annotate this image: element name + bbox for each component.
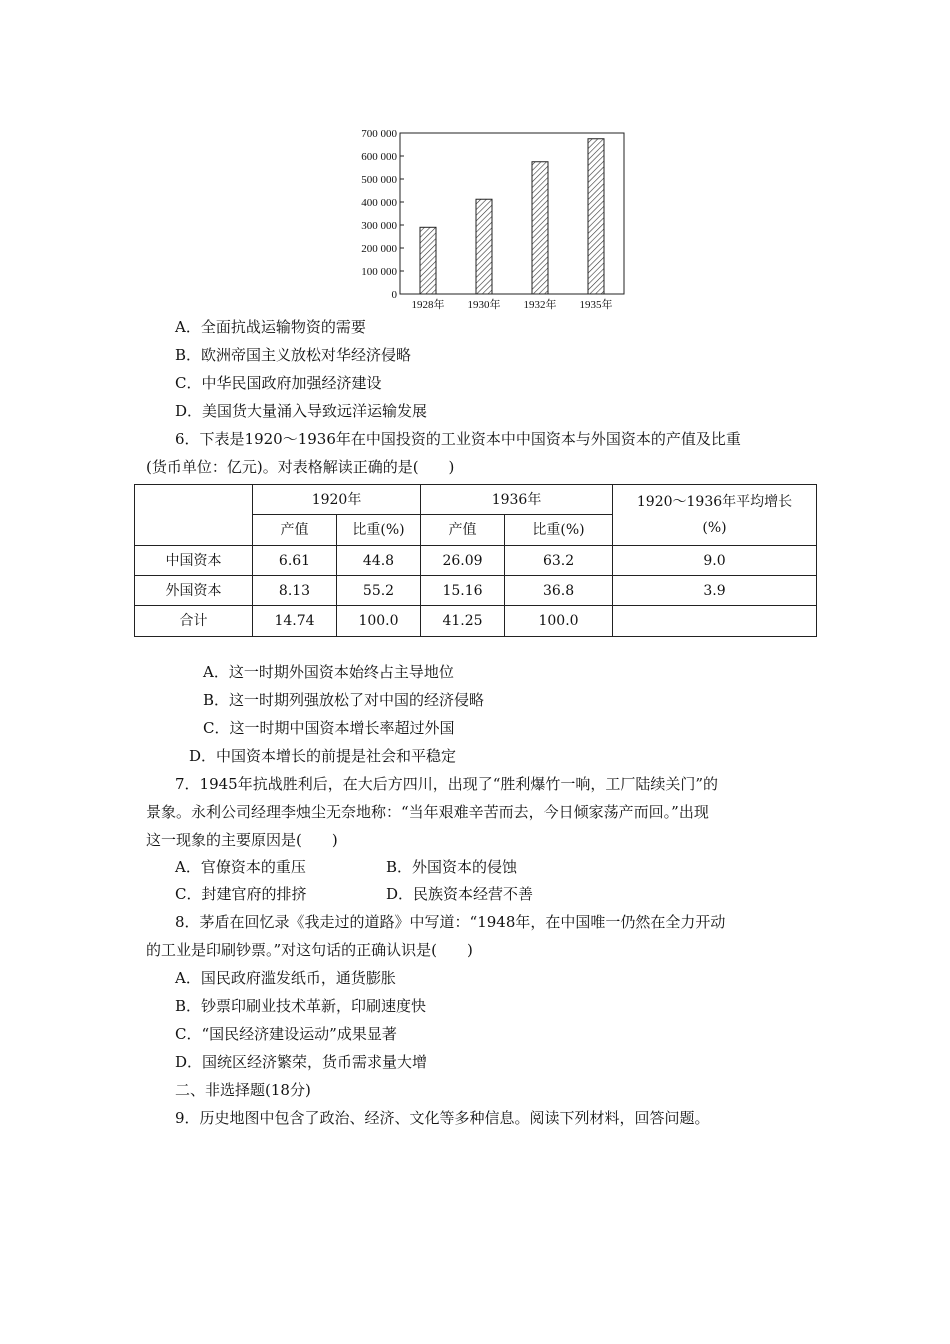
- q7-option-a: A．官僚资本的重压: [175, 858, 306, 876]
- y-tick-label: 100 000: [361, 266, 397, 278]
- q6-data-table: [134, 484, 817, 637]
- y-tick-label: 400 000: [361, 197, 397, 209]
- q8-option-d: D．国统区经济繁荣，货币需求量大增: [175, 1053, 428, 1071]
- x-tick-label: 1930年: [467, 299, 501, 311]
- q6-option-d: D．中国资本增长的前提是社会和平稳定: [189, 747, 457, 765]
- q9-stem: 9．历史地图中包含了政治、经济、文化等多种信息。阅读下列材料，回答问题。: [175, 1109, 710, 1127]
- cell-growth: 9.0: [613, 546, 817, 576]
- q6-stem-line1: 6．下表是1920～1936年在中国投资的工业资本中中国资本与外国资本的产值及比重: [175, 430, 741, 448]
- bar-1935年: [588, 139, 604, 294]
- y-tick-label: 200 000: [361, 243, 397, 255]
- q8-option-a: A．国民政府滥发纸币，通货膨胀: [175, 969, 396, 987]
- cell-value-1936: 26.09: [421, 546, 505, 576]
- row-label: 中国资本: [135, 546, 253, 576]
- table-row: [135, 576, 817, 606]
- cell-ratio-1936: 100.0: [505, 606, 613, 637]
- q8-stem-line2: 的工业是印刷钞票。”对这句话的正确认识是( ): [146, 941, 473, 959]
- table-header-growth: [613, 485, 817, 546]
- y-tick-label: 600 000: [361, 151, 397, 163]
- q7-option-c: C．封建官府的排挤: [175, 885, 307, 903]
- table-sub-value-1936: 产值: [421, 515, 505, 546]
- cell-value-1920: 14.74: [253, 606, 337, 637]
- x-tick-label: 1932年: [523, 299, 557, 311]
- table-header-1920: 1920年: [253, 485, 421, 515]
- q6-option-a: A．这一时期外国资本始终占主导地位: [203, 663, 454, 681]
- bar-1930年: [476, 199, 492, 294]
- cell-growth: [613, 606, 817, 637]
- y-tick-label: 500 000: [361, 174, 397, 186]
- cell-ratio-1920: 100.0: [337, 606, 421, 637]
- q8-option-b: B．钞票印刷业技术革新，印刷速度快: [175, 997, 427, 1015]
- row-label: 合计: [135, 606, 253, 637]
- q5-option-a: A．全面抗战运输物资的需要: [175, 318, 366, 336]
- q8-stem-line1: 8．茅盾在回忆录《我走过的道路》中写道：“1948年，在中国唯一仍然在全力开动: [175, 913, 726, 931]
- cell-ratio-1920: 55.2: [337, 576, 421, 606]
- table-row: [135, 546, 817, 576]
- row-label: 外国资本: [135, 576, 253, 606]
- q6-option-b: B．这一时期列强放松了对中国的经济侵略: [203, 691, 485, 709]
- q7-stem-line1: 7．1945年抗战胜利后，在大后方四川，出现了“胜利爆竹一响，工厂陆续关门”的: [175, 775, 719, 793]
- q5-option-c: C．中华民国政府加强经济建设: [175, 374, 382, 392]
- cell-value-1936: 15.16: [421, 576, 505, 606]
- q5-option-b: B．欧洲帝国主义放松对华经济侵略: [175, 346, 412, 364]
- q7-option-b: B．外国资本的侵蚀: [386, 858, 518, 876]
- cell-value-1920: 6.61: [253, 546, 337, 576]
- cell-ratio-1936: 36.8: [505, 576, 613, 606]
- cell-growth: 3.9: [613, 576, 817, 606]
- y-tick-label: 0: [391, 289, 397, 301]
- table-header-growth-line2: (%): [702, 520, 727, 536]
- q6-option-c: C．这一时期中国资本增长率超过外国: [203, 719, 455, 737]
- cell-value-1936: 41.25: [421, 606, 505, 637]
- cell-ratio-1920: 44.8: [337, 546, 421, 576]
- table-sub-ratio-1920: 比重(%): [337, 515, 421, 546]
- cell-value-1920: 8.13: [253, 576, 337, 606]
- q7-option-d: D．民族资本经营不善: [386, 885, 534, 903]
- table-header-growth-line1: 1920～1936年平均增长: [636, 494, 793, 510]
- q8-option-c: C．“国民经济建设运动”成果显著: [175, 1025, 397, 1043]
- bar-1928年: [420, 227, 436, 294]
- x-tick-label: 1935年: [579, 299, 613, 311]
- y-tick-label: 700 000: [361, 128, 397, 140]
- q7-stem-line2: 景象。永利公司经理李烛尘无奈地称：“当年艰难辛苦而去，今日倾家荡产而回。”出现: [146, 803, 709, 821]
- section-heading: 二、非选择题(18分): [175, 1081, 311, 1099]
- table-corner-cell: [135, 485, 253, 546]
- bar-chart: [350, 126, 630, 316]
- table-row: [135, 606, 817, 637]
- table-sub-ratio-1936: 比重(%): [505, 515, 613, 546]
- table-sub-value-1920: 产值: [253, 515, 337, 546]
- x-tick-label: 1928年: [411, 299, 445, 311]
- cell-ratio-1936: 63.2: [505, 546, 613, 576]
- y-tick-label: 300 000: [361, 220, 397, 232]
- bar-1932年: [532, 162, 548, 294]
- q7-stem-line3: 这一现象的主要原因是( ): [146, 831, 338, 849]
- q5-option-d: D．美国货大量涌入导致远洋运输发展: [175, 402, 428, 420]
- table-header-1936: 1936年: [421, 485, 613, 515]
- q6-stem-line2: (货币单位：亿元)。对表格解读正确的是( ): [146, 458, 455, 476]
